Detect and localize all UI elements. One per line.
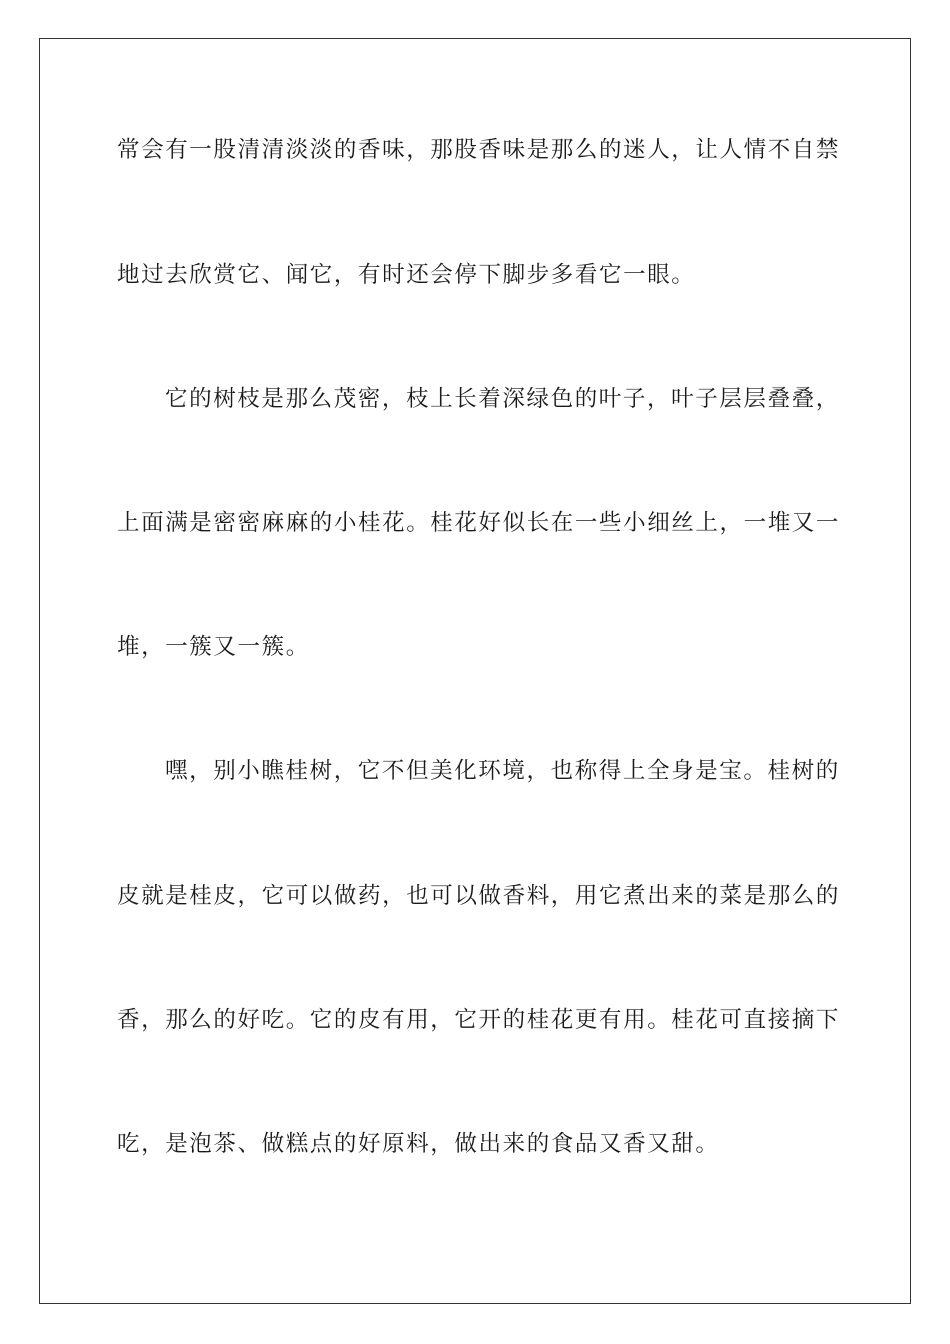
text-line: 地过去欣赏它、闻它，有时还会停下脚步多看它一眼。 [117,262,696,288]
text-line: 吃，是泡茶、做糕点的好原料，做出来的食品又香又甜。 [117,1131,720,1157]
text-line: 香，那么的好吃。它的皮有用，它开的桂花更有用。桂花可直接摘下 [117,1007,841,1033]
text-line: 常会有一股清清淡淡的香味，那股香味是那么的迷人，让人情不自禁 [117,137,841,163]
text-line: 皮就是桂皮，它可以做药，也可以做香料，用它煮出来的菜是那么的 [117,883,841,909]
text-line: 上面满是密密麻麻的小桂花。桂花好似长在一些小细丝上，一堆又一 [117,510,841,536]
text-line: 堆，一簇又一簇。 [117,634,310,660]
paragraph-start-line: 它的树枝是那么茂密，枝上长着深绿色的叶子，叶子层层叠叠， [165,386,840,412]
page-border [39,38,911,1304]
paragraph-start-line: 嘿，别小瞧桂树，它不但美化环境，也称得上全身是宝。桂树的 [165,758,840,784]
